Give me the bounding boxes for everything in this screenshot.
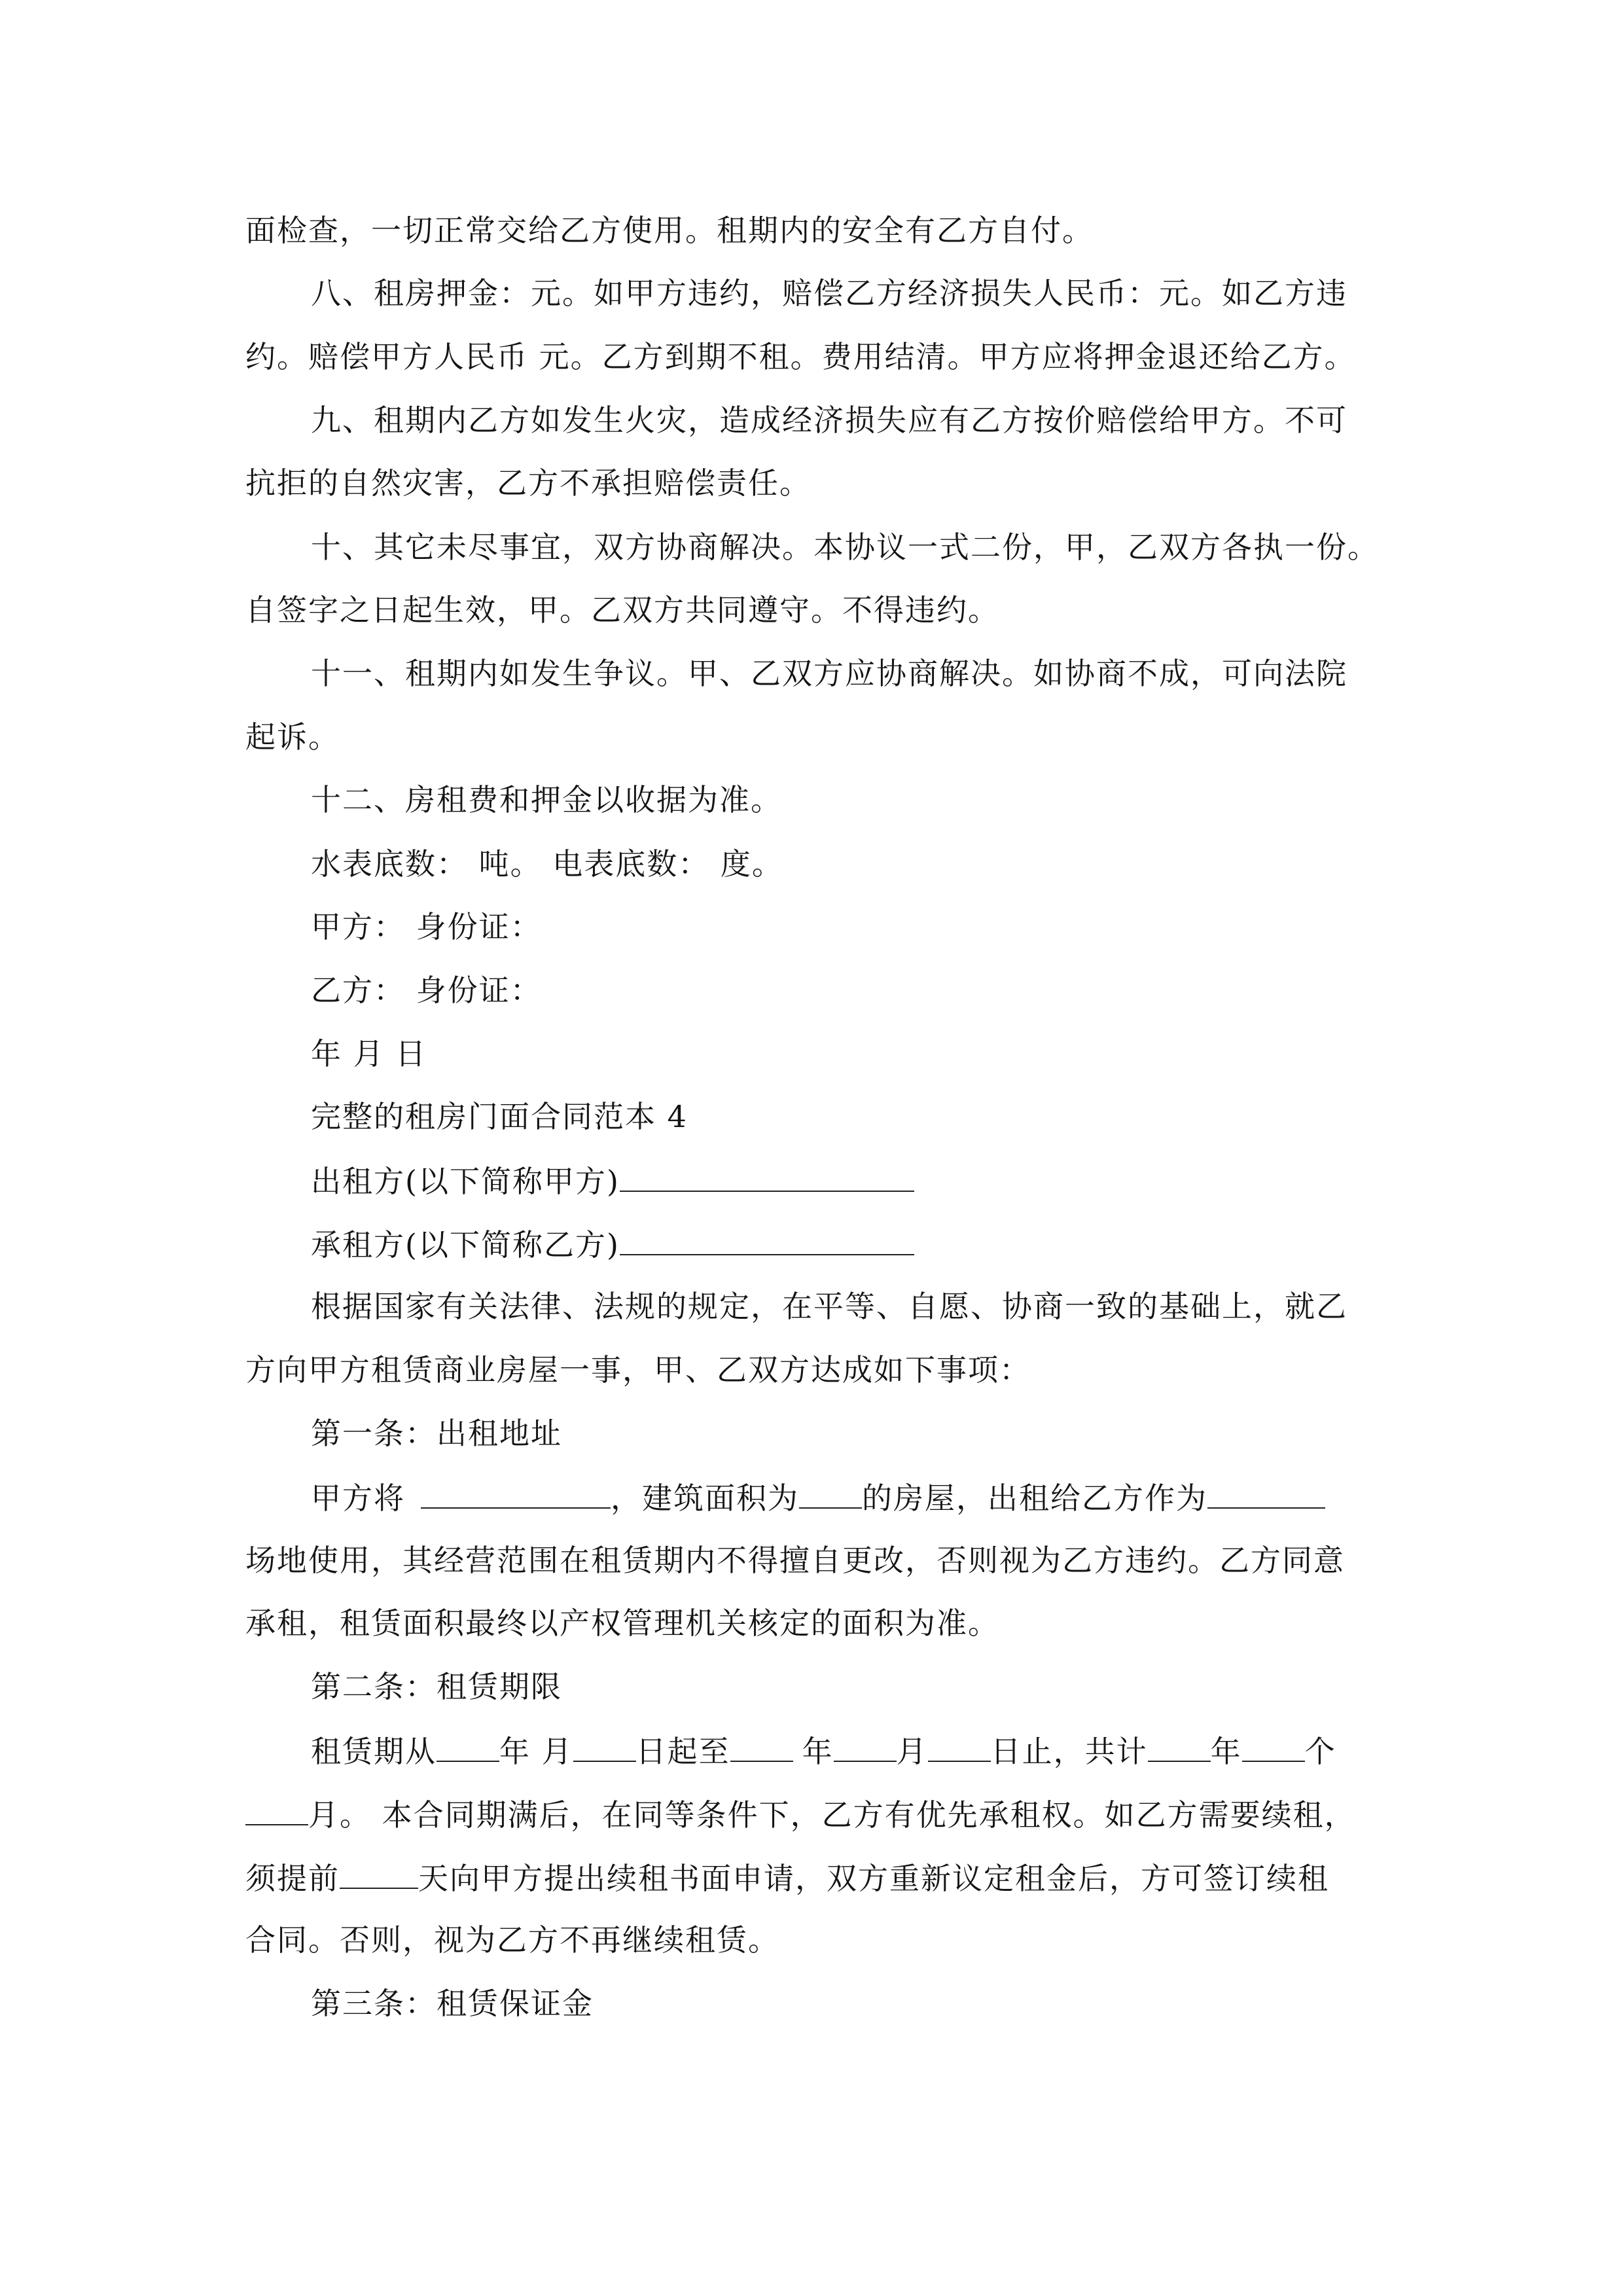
text-line: 自签字之日起生效，甲。乙双方共同遵守。不得违约。 xyxy=(245,592,999,628)
text-line: 起诉。 xyxy=(245,719,340,755)
area-blank xyxy=(799,1477,862,1509)
text-line: 十一、租期内如发生争议。甲、乙双方应协商解决。如协商不成，可向法院 xyxy=(311,656,1347,691)
party-b-signature-line: 乙方： 身份证： xyxy=(311,973,542,1008)
text-segment: 甲方将 xyxy=(311,1480,405,1516)
text-line: 抗拒的自然灾害，乙方不承担赔偿责任。 xyxy=(245,465,811,501)
total-years-blank xyxy=(1148,1731,1211,1762)
text-segment: 日起至 xyxy=(635,1734,730,1769)
lessee-label: 承租方(以下简称乙方) xyxy=(311,1227,620,1263)
notice-days-blank xyxy=(340,1857,418,1889)
end-day-blank xyxy=(928,1731,991,1762)
article-2-title: 第二条：租赁期限 xyxy=(311,1669,562,1704)
text-line: 约。赔偿甲方人民币 元。乙方到期不租。费用结清。甲方应将押金退还给乙方。 xyxy=(245,339,1356,374)
text-line: 场地使用，其经营范围在租赁期内不得擅自更改，否则视为乙方违约。乙方同意 xyxy=(245,1543,1345,1578)
address-blank xyxy=(421,1477,611,1509)
text-segment: 的房屋，出租给乙方作为 xyxy=(862,1480,1207,1516)
meter-readings: 水表底数： 吨。 电表底数： 度。 xyxy=(311,846,783,882)
text-segment: 年 月 xyxy=(499,1734,573,1769)
text-segment: 年 xyxy=(802,1734,834,1769)
start-year-blank xyxy=(437,1731,499,1762)
text-segment: 月 xyxy=(896,1734,928,1769)
lease-term-line xyxy=(311,1731,1336,1771)
text-line: 十、其它未尽事宜，双方协商解决。本协议一式二份，甲，乙双方各执一份。 xyxy=(311,529,1379,565)
text-segment: 年 xyxy=(1210,1734,1242,1769)
text-line: 十二、房租费和押金以收据为准。 xyxy=(311,782,782,817)
article-3-title: 第三条：租赁保证金 xyxy=(311,1986,594,2021)
intro-line: 方向甲方租赁商业房屋一事，甲、乙双方达成如下事项： xyxy=(245,1352,1031,1388)
text-line: 承租，租赁面积最终以产权管理机关核定的面积为准。 xyxy=(245,1605,999,1641)
end-month-blank xyxy=(834,1731,897,1762)
text-line: 面检查，一切正常交给乙方使用。租期内的安全有乙方自付。 xyxy=(245,213,1094,248)
text-line: 九、租期内乙方如发生火灾，造成经济损失应有乙方按价赔偿给甲方。不可 xyxy=(311,403,1347,438)
end-year-blank xyxy=(730,1731,793,1762)
date-line: 年 月 日 xyxy=(311,1036,427,1071)
total-months-blank xyxy=(1242,1731,1305,1762)
party-a-signature-line: 甲方： 身份证： xyxy=(311,909,542,944)
lessor-label: 出租方(以下简称甲方) xyxy=(311,1164,620,1199)
months-blank xyxy=(245,1794,308,1825)
lessee-blank xyxy=(620,1224,914,1255)
article-1-title: 第一条：出租地址 xyxy=(311,1416,562,1451)
intro-line: 根据国家有关法律、法规的规定，在平等、自愿、协商一致的基础上，就乙 xyxy=(311,1289,1347,1324)
lessor-line xyxy=(311,1160,914,1201)
lessor-blank xyxy=(620,1160,914,1192)
start-day-blank xyxy=(573,1731,636,1762)
usage-blank xyxy=(1207,1477,1325,1509)
text-segment: 天向甲方提出续租书面申请，双方重新议定租金后，方可签订续租 xyxy=(418,1861,1329,1896)
lessee-line xyxy=(311,1224,914,1265)
text-line: 合同。否则，视为乙方不再继续租赁。 xyxy=(245,1922,779,1958)
text-segment: 租赁期从 xyxy=(311,1734,437,1769)
renewal-line xyxy=(245,1794,1356,1835)
text-segment: 个 xyxy=(1304,1734,1336,1769)
text-segment: ，建筑面积为 xyxy=(611,1480,799,1516)
text-line: 八、租房押金：元。如甲方违约，赔偿乙方经济损失人民币：元。如乙方违 xyxy=(311,276,1347,311)
text-segment: 月。 本合同期满后，在同等条件下，乙方有优先承租权。如乙方需要续租， xyxy=(308,1797,1356,1833)
text-segment: 须提前 xyxy=(245,1861,340,1896)
contract-title: 完整的租房门面合同范本 4 xyxy=(311,1099,688,1134)
text-segment: 日止，共计 xyxy=(990,1734,1148,1769)
notice-line xyxy=(245,1857,1329,1898)
article-1-line xyxy=(311,1477,1325,1518)
